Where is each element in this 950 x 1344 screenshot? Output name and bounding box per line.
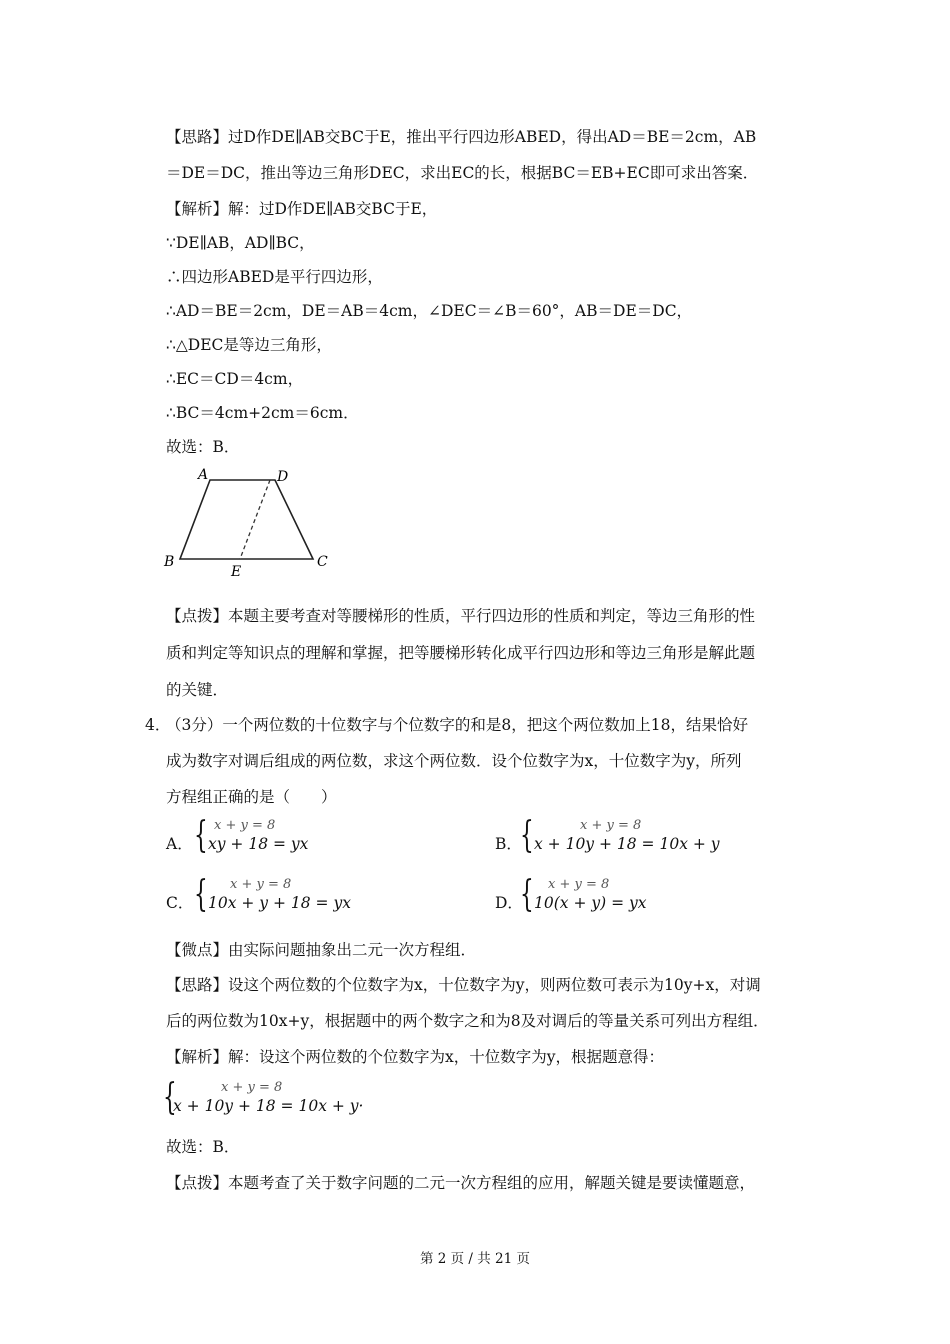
option-b-eq-top: x + y = 8	[580, 818, 642, 833]
dianbo-line-3: 的关键．	[166, 681, 229, 699]
option-c-system	[194, 874, 394, 917]
option-a-eq-top: x + y = 8	[214, 818, 276, 833]
option-d-eq-bottom: 10(x + y) = yx	[534, 894, 647, 912]
jiexi-line-2: ∵DE∥AB，AD∥BC，	[166, 234, 315, 252]
jiexi-line-4: ∴AD＝BE＝2cm，DE＝AB＝4cm，∠DEC＝∠B＝60°，AB＝DE＝DC，	[166, 302, 693, 320]
brace-icon: {	[520, 815, 534, 856]
jiexi2-answer: 故选：B．	[166, 1138, 240, 1156]
question-line-2: 成为数字对调后组成的两位数，求这个两位数．设个位数字为x，十位数字为y，所列	[166, 752, 742, 770]
page-footer: 第 2 页 / 共 21 页	[419, 1251, 531, 1267]
brace-icon: {	[163, 1077, 177, 1118]
trapezoid-outline	[180, 480, 313, 559]
jiexi-line-7: ∴BC＝4cm+2cm＝6cm．	[166, 404, 359, 422]
question-line-3: 方程组正确的是（ ）	[166, 788, 337, 806]
trapezoid-figure	[160, 462, 340, 584]
option-c-eq-bottom: 10x + y + 18 = yx	[208, 894, 351, 912]
option-b-system	[520, 815, 740, 858]
label-a: A	[198, 467, 209, 483]
jiexi2-line-1: 【解析】解：设这个两位数的个位数字为x，十位数字为y，根据题意得：	[166, 1048, 665, 1066]
silu2-line-2: 后的两位数为10x+y，根据题中的两个数字之和为8及对调后的等量关系可列出方程组．	[166, 1012, 769, 1030]
dianbo2-line: 【点拨】本题考查了关于数字问题的二元一次方程组的应用，解题关键是要读懂题意，	[166, 1174, 756, 1192]
option-d-eq-top: x + y = 8	[548, 877, 610, 892]
weidian-line: 【微点】由实际问题抽象出二元一次方程组．	[166, 941, 477, 959]
option-c-eq-top: x + y = 8	[230, 877, 292, 892]
brace-icon: {	[194, 815, 208, 856]
question-line-1: （3分）一个两位数的十位数字与个位数字的和是8，把这个两位数加上18，结果恰好	[166, 716, 748, 734]
brace-icon: {	[520, 874, 534, 915]
jiexi-line-6: ∴EC＝CD＝4cm，	[166, 370, 304, 388]
option-a-system	[194, 815, 394, 858]
question-number: 4．	[145, 716, 171, 734]
jiexi2-system	[163, 1077, 383, 1120]
jiexi-line-3: ∴四边形ABED是平行四边形，	[166, 268, 383, 286]
jiexi-line-5: ∴△DEC是等边三角形，	[166, 336, 332, 354]
jiexi-line-1: 【解析】解：过D作DE∥AB交BC于E，	[166, 200, 438, 218]
option-b-eq-bottom: x + 10y + 18 = 10x + y	[534, 835, 720, 853]
label-c: C	[317, 554, 328, 570]
silu-line-2: ＝DE＝DC，推出等边三角形DEC，求出EC的长，根据BC＝EB+EC即可求出答案．	[166, 164, 759, 182]
jiexi2-eq-top: x + y = 8	[221, 1080, 283, 1095]
label-d: D	[277, 469, 289, 485]
label-b: B	[164, 554, 175, 570]
brace-icon: {	[194, 874, 208, 915]
option-a-eq-bottom: xy + 18 = yx	[208, 835, 309, 853]
option-a-label: A．	[166, 835, 193, 853]
dianbo-line-1: 【点拨】本题主要考查对等腰梯形的性质，平行四边形的性质和判定，等边三角形的性	[166, 607, 756, 625]
silu2-line-1: 【思路】设这个两位数的个位数字为x，十位数字为y，则两位数可表示为10y+x，对调	[166, 976, 761, 994]
dashed-line-de	[240, 480, 270, 559]
jiexi2-eq-bottom: x + 10y + 18 = 10x + y·	[173, 1097, 364, 1115]
option-d-system	[520, 874, 720, 917]
option-b-label: B．	[495, 835, 522, 853]
dianbo-line-2: 质和判定等知识点的理解和掌握，把等腰梯形转化成平行四边形和等边三角形是解此题	[166, 644, 756, 662]
label-e: E	[231, 564, 242, 580]
jiexi-answer: 故选：B．	[166, 438, 240, 456]
option-d-label: D．	[495, 894, 523, 912]
silu-line-1: 【思路】过D作DE∥AB交BC于E，推出平行四边形ABED，得出AD＝BE＝2cm，AB	[166, 128, 757, 146]
option-c-label: C．	[166, 894, 194, 912]
